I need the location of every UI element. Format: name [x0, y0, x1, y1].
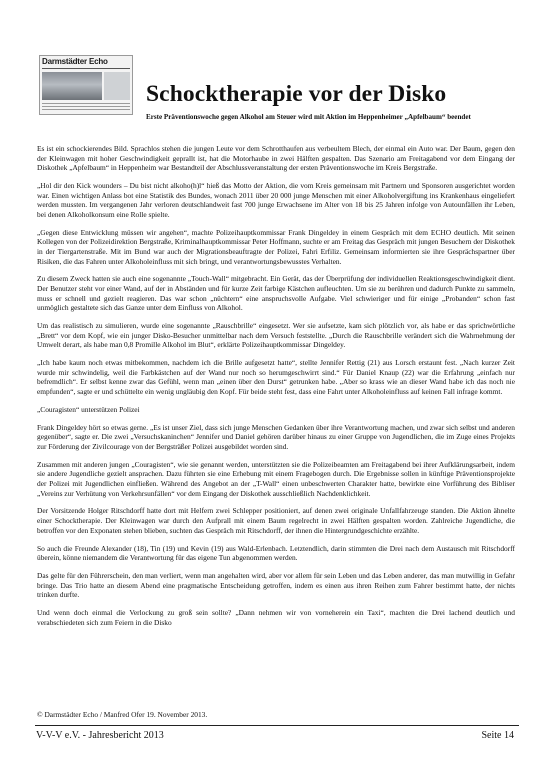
paragraph: „Ich habe kaum noch etwas mitbekommen, nachdem ich die Brille aufgesetzt hatte“, stellte Jennifer Rettig (21) aus Lorsch erstaunt fest. „Nach kurzer Zeit wurde mir schwindelig, weil die Farbkästchen auf der Wand nur noch so herumgeschwirrt sind.“ Für Daniel Knaup (22) war die Erfahrung „einfach nur befremdlich“. Er selbst kenne zwar das Gefühl, wenn man „einen über den Durst“ getrunken habe. „Aber so krass wie an dieser Wand habe ich das noch nie empfunden“, sagte er und schüttelte ein wenig ungläubig den Kopf. Für beide steht fest, dass eine Fahrt unter Alkoholeinfluss auf keinen Fall infrage kommt. [37, 358, 515, 396]
copyright-line: © Darmstädter Echo / Manfred Ofer 19. November 2013. [37, 710, 208, 719]
masthead-rule [42, 68, 130, 69]
paragraph: Das gelte für den Führerschein, den man verliert, wenn man angehalten wird, aber vor allem für sein Leben und das Leben anderer, das man mutwillig in Gefahr bringe. Das Trio hatte an diesem Abend eine pragmatische Entscheidung getroffen, indem es einen aus ihren Reihen zum Fahrer bestimmt hatte, der nichts trinken durfte. [37, 571, 515, 600]
newspaper-masthead: Darmstädter Echo [42, 57, 108, 66]
paragraph: Frank Dingeldey hört so etwas gerne. „Es ist unser Ziel, dass sich junge Menschen Gedanken über ihre Verantwortung machen, und zwar sich selbst und anderen gegenüber“, sagte er. Die zwei „Versuchskaninchen“ Jennifer und Daniel gehören darüber hinaus zu einer Gruppe von Jugendlichen, die im Zuge eines Projekts zur Förderung der Zivilcourage von der Bergsträßer Polizei ausgebildet worden sind. [37, 422, 515, 451]
paragraph: Zu diesem Zweck hatten sie auch eine sogenannte „Touch-Wall“ mitgebracht. Ein Gerät, das der Überprüfung der individuellen Reaktionsgeschwindigkeit dient. Der Benutzer steht vor einer Wand, auf der in Abständen und für kurze Zeit farbige Kästchen aufleuchten. Um sie zu berühren und dadurch Punkte zu sammeln, muss er schnell und gezielt reagieren. Das war schon „nüchtern“ eine anspruchsvolle Aufgabe. Viel schwieriger und für einige „Probanden“ schon fast unmöglich gestaltete sich das Ganze unter dem Einfluss von Alkohol. [37, 274, 515, 313]
clipping-photo [42, 72, 102, 100]
clipping-text-lines [42, 103, 130, 111]
clipping-photo-side [104, 72, 130, 100]
paragraph: Es ist ein schockierendes Bild. Sprachlos stehen die jungen Leute vor dem Schrotthaufen aus verbeultem Blech, der einmal ein Auto war. Der Baum, gegen den der Kleinwagen mit hoher Geschwindigkeit geprallt ist, hat die Motorhaube in zwei Hälften gespalten. Das Szenario am Freitagabend vor dem Eingang der Diskothek „Apfelbaum“ in Heppenheim war Bestandteil der Abschlussveranstaltung der ersten Präventionswoche im Kreis Bergstraße. [37, 144, 515, 173]
paragraph: „Hol dir den Kick wounders – Du bist nicht alkoho(h)l“ hieß das Motto der Aktion, die vom Kreis gemeinsam mit Partnern und Sponsoren ausgerichtet worden war. Einen wichtigen Anlass bot eine Statistik des Bundes, wonach 2011 über 20 000 junge Menschen mit einer Alkoholvergiftung ins Krankenhaus eingeliefert werden mussten. Im vergangenen Jahr verloren deutschlandweit fast 700 junge Erwachsene im Alter von 18 bis 25 Jahren infolge von Autounfällen ihr Leben, bei denen Alkoholkonsum eine Rolle spielte. [37, 181, 515, 219]
article-subtitle: Erste Präventionswoche gegen Alkohol am Steuer wird mit Aktion im Heppenheimer „Apfelbaum“ beendet [146, 113, 471, 121]
article-title: Schocktherapie vor der Disko [146, 81, 447, 107]
article-body [37, 144, 515, 636]
paragraph: Um das realistisch zu simulieren, wurde eine sogenannte „Rauschbrille“ eingesetzt. Wer sie aufsetzte, kam sich plötzlich vor, als habe er das sprichwörtliche „Brett“ vor dem Kopf, wie ein junger Disko-Besucher unmittelbar nach dem Versuch feststellte. „Durch die Rauschbrille verändert sich die Wahrnehmung der Umwelt derart, als habe man 0,8 Promille Alkohol im Blut“, erklärte Polizeihauptkommissar Dingeldey. [37, 321, 515, 350]
paragraph: So auch die Freunde Alexander (18), Tin (19) und Kevin (19) aus Wald-Erlenbach. Letztendlich, darin stimmten die Drei nach dem Austausch mit Ritschdorff überein, könne niemandem die Verantwortung für das eigene Tun abgenommen werden. [37, 543, 515, 563]
section-heading: „Couragisten“ unterstützen Polizei [37, 404, 140, 414]
paragraph: Der Vorsitzende Holger Ritschdorff hatte dort mit Helfern zwei Schlepper positioniert, auf denen zwei originale Unfallfahrzeuge standen. Die Aktion ähnelte einer Schocktherapie. Der Kleinwagen war durch den Aufprall mit einem Baum regelrecht in zwei Hälften gespalten worden. Zahlreiche Jugendliche, die betroffen vor den Exponaten stehen blieben, suchten das Gespräch mit Ritschdorff, der ihnen die Hintergrundgeschichte erzählte. [37, 506, 515, 535]
footer-divider [35, 725, 519, 726]
paragraph: Und wenn doch einmal die Verlockung zu groß sein sollte? „Dann nehmen wir von vorneherein ein Taxi“, machten die Drei lachend deutlich und verabschiedeten sich zum Feiern in die Disko [37, 608, 515, 627]
paragraph: Zusammen mit anderen jungen „Couragisten“, wie sie genannt werden, unterstützten sie die Polizeibeamten am Freitagabend bei ihrer Aufklärungsarbeit, indem sie andere Jugendliche gezielt ansprachen. Dazu führten sie eine Erhebung mit einem Fragebogen durch. Die Ergebnisse sollen in künftige Präventionsprojekte der Polizei mit Jugendlichen einfließen. Während des Angebot an der „T-Wall“ einen unbeschwerten Charakter hatte, bewirkte eine Vorführung des Bibliser „Vereins zur Verhütung von Verkehrsunfällen“ vor dem Eingang der Diskothek ausschließlich Nachdenklichkeit. [37, 459, 515, 498]
footer-report-title: V-V-V e.V. - Jahresbericht 2013 [36, 730, 164, 741]
paragraph: „Gegen diese Entwicklung müssen wir angehen“, machte Polizeihauptkommissar Frank Dingeldey in einem Gespräch mit dem ECHO deutlich. Mit seinen Kollegen von der Polizeidirektion Bergstraße, Kriminalhauptkommissar Peter Hoffmann, suchte er am Freitag das Gespräch mit jungen Besuchern der Diskothek in der Tiergartenstraße. Mit im Bund war auch der Migrationsbeauftragte der Polizei, Fahri Erfiliz. Gemeinsam informierten sie ihre Gesprächspartner über Risiken, die das Fahren unter Alkoholeinfluss mit sich bringt, und verantwortungsbewusstes Verhalten. [37, 227, 515, 266]
footer-page-number: Seite 14 [481, 730, 514, 741]
newspaper-clipping-image [39, 55, 133, 115]
